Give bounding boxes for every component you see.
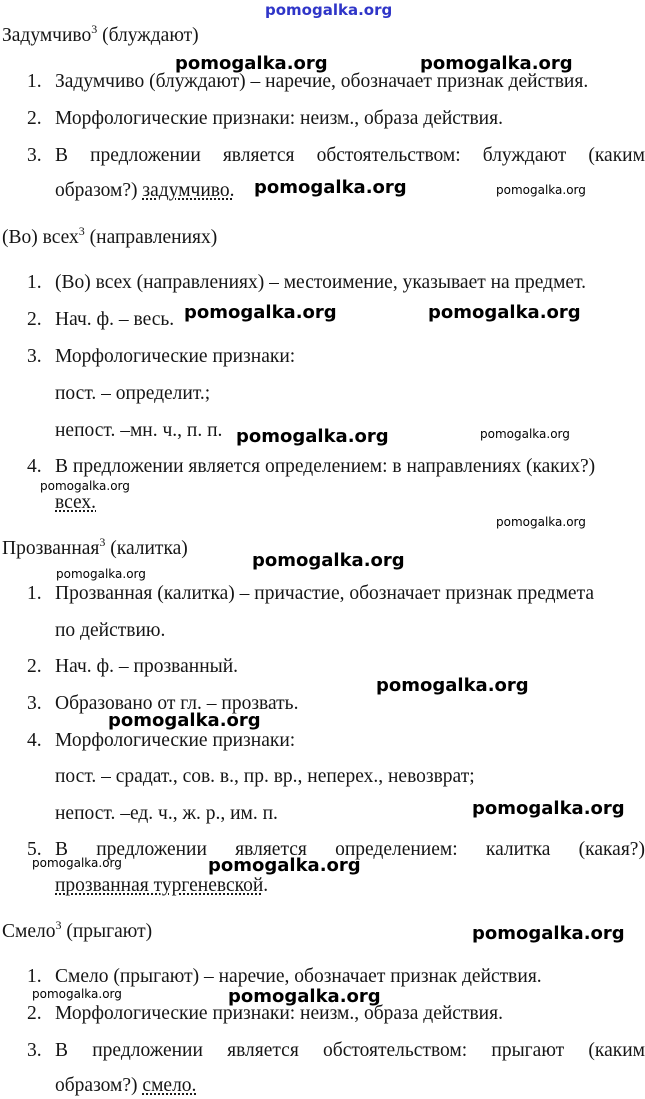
item-number: 3. — [27, 145, 42, 166]
word: В — [55, 839, 69, 860]
item-text: Нач. ф. – весь. — [55, 309, 175, 330]
watermark: pomogalka.org — [254, 177, 407, 198]
text-fragment: образом?) — [55, 180, 138, 201]
word: прыгают — [491, 1040, 565, 1061]
item-number: 1. — [27, 71, 42, 92]
item-number: 4. — [27, 730, 42, 751]
heading-context: (прыгают) — [66, 921, 153, 942]
watermark: pomogalka.org — [208, 855, 361, 876]
item-text-justified — [55, 146, 645, 166]
watermark: pomogalka.org — [252, 550, 405, 571]
constant-features: пост. – срадат., сов. в., пр. вр., неперех., невозврат; — [55, 766, 475, 787]
constant-features: пост. – определит.; — [55, 383, 211, 404]
word: (каким — [588, 1040, 645, 1061]
underlined-word: всех. — [55, 492, 97, 513]
item-text: Морфологические признаки: — [55, 730, 296, 751]
watermark: pomogalka.org — [228, 986, 381, 1007]
item-number: 5. — [27, 839, 42, 860]
item-number: 3. — [27, 1040, 42, 1061]
item-text: Смело (прыгают) – наречие, обозначает признак действия. — [55, 966, 542, 987]
watermark: pomogalka.org — [184, 302, 337, 323]
word: предложении — [96, 839, 207, 860]
watermark: pomogalka.org — [420, 53, 573, 74]
heading-word: Прозванная — [2, 538, 100, 559]
text-fragment: образом?) — [55, 1075, 138, 1096]
word: обстоятельством: — [323, 1040, 468, 1061]
word: обстоятельством: — [316, 145, 461, 166]
heading-context: (калитка) — [110, 538, 188, 559]
watermark: pomogalka.org — [428, 302, 581, 323]
section-heading-prozvannaya — [2, 535, 188, 559]
item-number: 2. — [27, 309, 42, 330]
word: калитка — [485, 839, 551, 860]
footnote-mark: 3 — [78, 224, 85, 238]
word: является — [227, 1040, 299, 1061]
watermark: pomogalka.org — [472, 798, 625, 819]
word: (какая?) — [578, 839, 645, 860]
watermark-small: pomogalka.org — [32, 987, 122, 1001]
watermark-small: pomogalka.org — [32, 856, 122, 870]
word: предложении — [90, 145, 201, 166]
underlined-phrase: прозванная тургеневской — [55, 875, 264, 896]
watermark: pomogalka.org — [108, 710, 261, 731]
watermark-small: pomogalka.org — [40, 479, 130, 493]
item-number: 4. — [27, 456, 42, 477]
watermark: pomogalka.org — [376, 675, 529, 696]
word: В — [55, 145, 69, 166]
item-text: (Во) всех (направлениях) – местоимение, указывает на предмет. — [55, 272, 587, 293]
watermark-small: pomogalka.org — [480, 427, 570, 441]
word: определением: — [335, 839, 458, 860]
item-text: Задумчиво (блуждают) – наречие, обозначает признак действия. — [55, 71, 589, 92]
footnote-mark: 3 — [99, 535, 106, 549]
item-number: 3. — [27, 346, 42, 367]
watermark-small: pomogalka.org — [496, 515, 586, 529]
footnote-mark: 3 — [55, 918, 62, 932]
heading-word: (Во) всех — [2, 227, 79, 248]
watermark: pomogalka.org — [175, 53, 328, 74]
watermark: pomogalka.org — [236, 426, 389, 447]
footnote-mark: 3 — [91, 22, 98, 36]
item-text: Морфологические признаки: неизм., образа действия. — [55, 108, 503, 129]
item-text-continued — [55, 1076, 196, 1096]
word: является — [222, 145, 295, 166]
item-text-continued — [55, 493, 96, 513]
item-text-continued — [55, 181, 234, 201]
heading-context: (блуждают) — [102, 25, 199, 46]
word: В — [55, 1040, 69, 1061]
heading-word: Задумчиво — [2, 25, 92, 46]
word: является — [235, 839, 307, 860]
item-number: 1. — [27, 272, 42, 293]
watermark-small: pomogalka.org — [496, 183, 586, 197]
underlined-word: смело. — [142, 1075, 197, 1096]
underlined-word: задумчиво. — [142, 180, 235, 201]
section-heading-zadumchivo — [2, 22, 199, 46]
nonconstant-features: непост. –мн. ч., п. п. — [55, 420, 223, 441]
section-heading-smelo — [2, 918, 153, 942]
item-number: 2. — [27, 1003, 42, 1024]
watermark-small: pomogalka.org — [56, 567, 146, 581]
text-fragment: . — [263, 875, 269, 896]
watermark: pomogalka.org — [472, 923, 625, 944]
item-number: 2. — [27, 108, 42, 129]
item-number: 2. — [27, 656, 42, 677]
item-text-continued — [55, 876, 268, 896]
item-text: В предложении является определением: в направлениях (каких?) — [55, 456, 596, 477]
word: предложении — [92, 1040, 203, 1061]
item-number: 1. — [27, 583, 42, 604]
item-text: Образовано от гл. – прозвать. — [55, 693, 299, 714]
heading-word: Смело — [2, 921, 56, 942]
item-text: Морфологические признаки: — [55, 346, 296, 367]
item-text: Прозванная (калитка) – причастие, обозначает признак предмета — [55, 583, 595, 604]
nonconstant-features: непост. –ед. ч., ж. р., им. п. — [55, 803, 278, 824]
item-text: Морфологические признаки: неизм., образа действия. — [55, 1003, 503, 1024]
header-watermark: pomogalka.org — [265, 1, 393, 19]
item-text-continued: по действию. — [55, 620, 166, 641]
heading-context: (направлениях) — [89, 227, 218, 248]
item-text: Нач. ф. – прозванный. — [55, 656, 239, 677]
item-number: 1. — [27, 966, 42, 987]
section-heading-vsekh — [2, 224, 218, 248]
word: блуждают — [482, 145, 567, 166]
item-number: 3. — [27, 693, 42, 714]
item-text-justified — [55, 1041, 645, 1061]
word: (каким — [588, 145, 645, 166]
